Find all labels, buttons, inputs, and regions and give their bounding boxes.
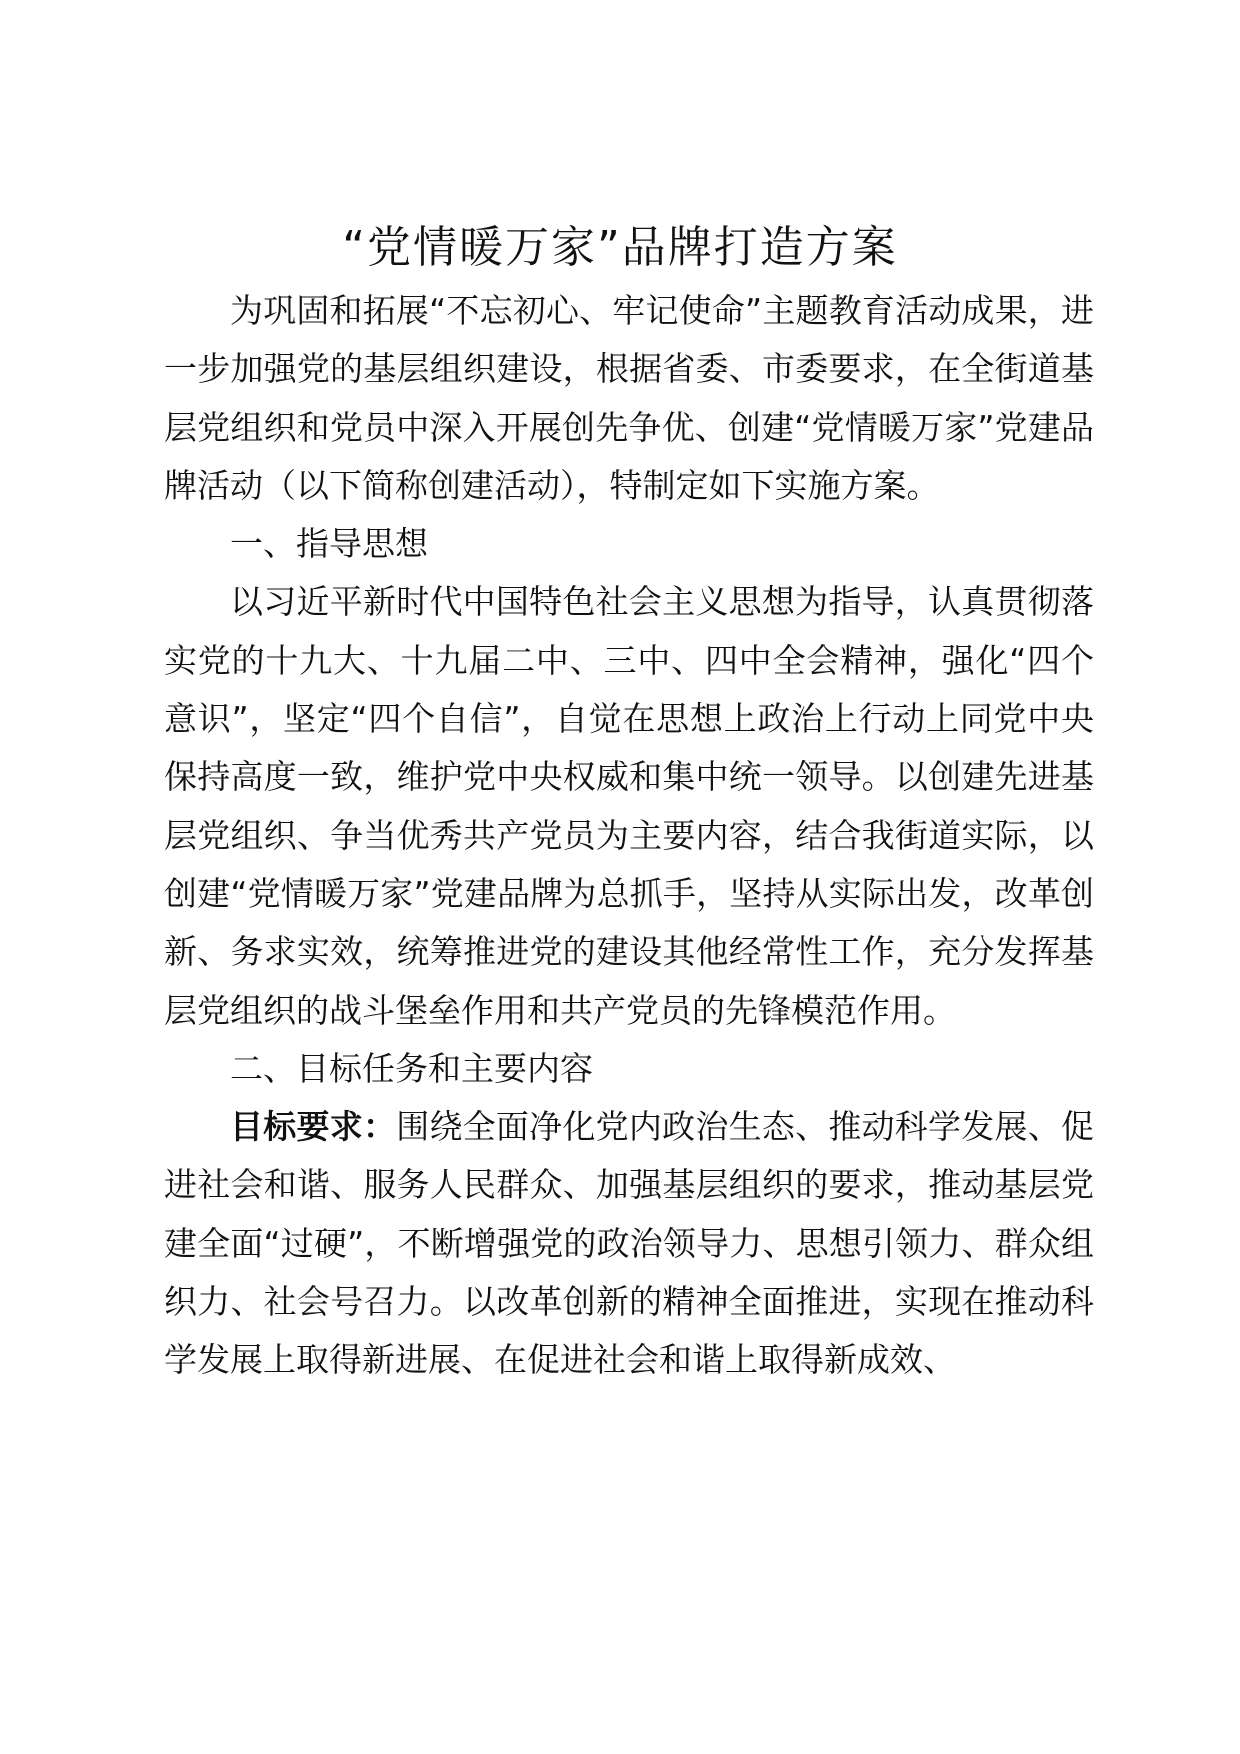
section-heading-goals-tasks (164, 1040, 1094, 1098)
section-heading-goals-tasks-text: 二、目标任务和主要内容 (230, 1048, 593, 1088)
goal-requirements-text: 围绕全面净化党内政治生态、推动科学发展、促进社会和谐、服务人民群众、加强基层组织的要求，推动基层党建全面“过硬”，不断增强党的政治领导力、思想引领力、群众组织力、社会号召力。以改革创新的精神全面推进，实现在推动科学发展上取得新进展、在促进社会和谐上取得新成效、 (164, 1107, 1095, 1380)
section-heading-guiding-ideology (164, 515, 1094, 573)
paragraph-goal-requirements (164, 1098, 1094, 1389)
paragraph-intro-text: 为巩固和拓展“不忘初心、牢记使命”主题教育活动成果，进一步加强党的基层组织建设，根据省委、市委要求，在全街道基层党组织和党员中深入开展创先争优、创建“党情暖万家”党建品牌活动（以下简称创建活动），特制定如下实施方案。 (164, 291, 1094, 505)
paragraph-guiding-ideology-text: 以习近平新时代中国特色社会主义思想为指导，认真贯彻落实党的十九大、十九届二中、三中、四中全会精神，强化“四个意识”，坚定“四个自信”，自觉在思想上政治上行动上同党中央保持高度一致，维护党中央权威和集中统一领导。以创建先进基层党组织、争当优秀共产党员为主要内容，结合我街道实际，以创建“党情暖万家”党建品牌为总抓手，坚持从实际出发，改革创新、务求实效，统筹推进党的建设其他经常性工作，充分发挥基层党组织的战斗堡垒作用和共产党员的先锋模范作用。 (164, 582, 1094, 1030)
section-heading-guiding-ideology-text: 一、指导思想 (230, 524, 428, 564)
paragraph-intro (164, 282, 1094, 515)
paragraph-guiding-ideology (164, 573, 1094, 1039)
goal-requirements-lead: 目标要求： (230, 1107, 397, 1147)
document-body (164, 282, 1094, 1390)
document-title: “党情暖万家”品牌打造方案 (342, 222, 898, 273)
